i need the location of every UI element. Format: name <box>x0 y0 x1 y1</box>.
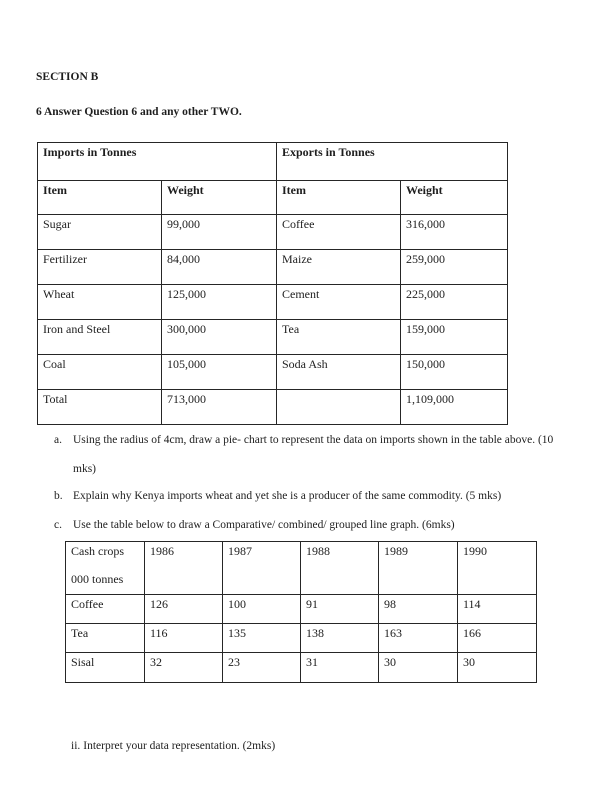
crop-value-cell: 163 <box>379 624 458 653</box>
crop-value-cell: 166 <box>458 624 537 653</box>
export-weight-cell: 159,000 <box>401 320 508 355</box>
question-b-label: b. <box>54 490 63 502</box>
export-weight-cell: 316,000 <box>401 215 508 250</box>
year-header-cell: 1989 <box>379 542 458 595</box>
import-item-cell: Fertilizer <box>38 250 162 285</box>
export-weight-cell: 150,000 <box>401 355 508 390</box>
table-row <box>38 215 508 250</box>
question-a-label: a. <box>54 434 62 446</box>
year-header-cell: 1986 <box>145 542 223 595</box>
export-weight-cell: 225,000 <box>401 285 508 320</box>
import-weight-cell: 105,000 <box>162 355 277 390</box>
export-item-cell: Soda Ash <box>277 355 401 390</box>
import-item-cell: Sugar <box>38 215 162 250</box>
crop-value-cell: 135 <box>223 624 301 653</box>
question-c-label: c. <box>54 519 62 531</box>
crop-value-cell: 91 <box>301 595 379 624</box>
total-label-cell: Total <box>38 390 162 425</box>
crop-value-cell: 126 <box>145 595 223 624</box>
import-item-cell: Coal <box>38 355 162 390</box>
import-weight-cell: 125,000 <box>162 285 277 320</box>
column-header-row <box>38 181 508 215</box>
question-ii-text: Interpret your data representation. (2mks) <box>83 740 276 752</box>
crop-value-cell: 138 <box>301 624 379 653</box>
export-item-cell: Maize <box>277 250 401 285</box>
export-item-cell: Tea <box>277 320 401 355</box>
empty-cell <box>277 390 401 425</box>
crop-value-cell: 32 <box>145 653 223 683</box>
table-row <box>38 355 508 390</box>
year-header-cell: 1988 <box>301 542 379 595</box>
question-b <box>54 490 501 504</box>
import-item-cell: Wheat <box>38 285 162 320</box>
crop-name-cell: Coffee <box>66 595 145 624</box>
question-a-line2: mks) <box>73 463 96 475</box>
crop-value-cell: 100 <box>223 595 301 624</box>
crop-value-cell: 116 <box>145 624 223 653</box>
year-header-cell: 1990 <box>458 542 537 595</box>
import-weight-cell: 84,000 <box>162 250 277 285</box>
column-header: Item <box>277 181 401 215</box>
exports-group-header: Exports in Tonnes <box>277 143 508 181</box>
question-a-text <box>73 434 553 477</box>
crop-name-cell: Sisal <box>66 653 145 683</box>
imports-group-header: Imports in Tonnes <box>38 143 277 181</box>
totals-row <box>38 390 508 425</box>
import-weight-cell: 99,000 <box>162 215 277 250</box>
export-item-cell: Coffee <box>277 215 401 250</box>
crop-value-cell: 23 <box>223 653 301 683</box>
question-b-text: Explain why Kenya imports wheat and yet she is a producer of the same commodity. (5 mks) <box>73 490 502 502</box>
crop-value-cell: 114 <box>458 595 537 624</box>
crop-row <box>66 595 537 624</box>
group-header-row <box>38 143 508 181</box>
crop-value-cell: 31 <box>301 653 379 683</box>
question-c-text: Use the table below to draw a Comparative/ combined/ grouped line graph. (6mks) <box>73 519 455 531</box>
column-header: Weight <box>162 181 277 215</box>
instruction-line: 6 Answer Question 6 and any other TWO. <box>36 106 242 118</box>
cash-crops-header-row <box>66 542 537 595</box>
column-header: Item <box>38 181 162 215</box>
crop-name-cell: Tea <box>66 624 145 653</box>
crop-row <box>66 624 537 653</box>
cash-crops-title-cell <box>66 542 145 595</box>
imports-total-cell: 713,000 <box>162 390 277 425</box>
import-weight-cell: 300,000 <box>162 320 277 355</box>
question-ii-label: ii. <box>71 740 81 752</box>
column-header: Weight <box>401 181 508 215</box>
table-row <box>38 250 508 285</box>
table-row <box>38 285 508 320</box>
cash-crops-title-line2: 000 tonnes <box>71 572 124 586</box>
question-a <box>54 434 553 477</box>
section-heading: SECTION B <box>36 71 99 83</box>
cash-crops-title-line1: Cash crops <box>71 544 124 558</box>
crop-value-cell: 30 <box>379 653 458 683</box>
exports-total-cell: 1,109,000 <box>401 390 508 425</box>
question-a-line1: Using the radius of 4cm, draw a pie- chart to represent the data on imports shown in the table above. (10 <box>73 434 554 446</box>
export-item-cell: Cement <box>277 285 401 320</box>
cash-crops-table <box>65 541 537 683</box>
question-ii <box>71 740 275 752</box>
crop-value-cell: 30 <box>458 653 537 683</box>
import-item-cell: Iron and Steel <box>38 320 162 355</box>
crop-row <box>66 653 537 683</box>
year-header-cell: 1987 <box>223 542 301 595</box>
crop-value-cell: 98 <box>379 595 458 624</box>
export-weight-cell: 259,000 <box>401 250 508 285</box>
table-row <box>38 320 508 355</box>
question-c <box>54 519 455 533</box>
imports-exports-table <box>37 142 508 425</box>
